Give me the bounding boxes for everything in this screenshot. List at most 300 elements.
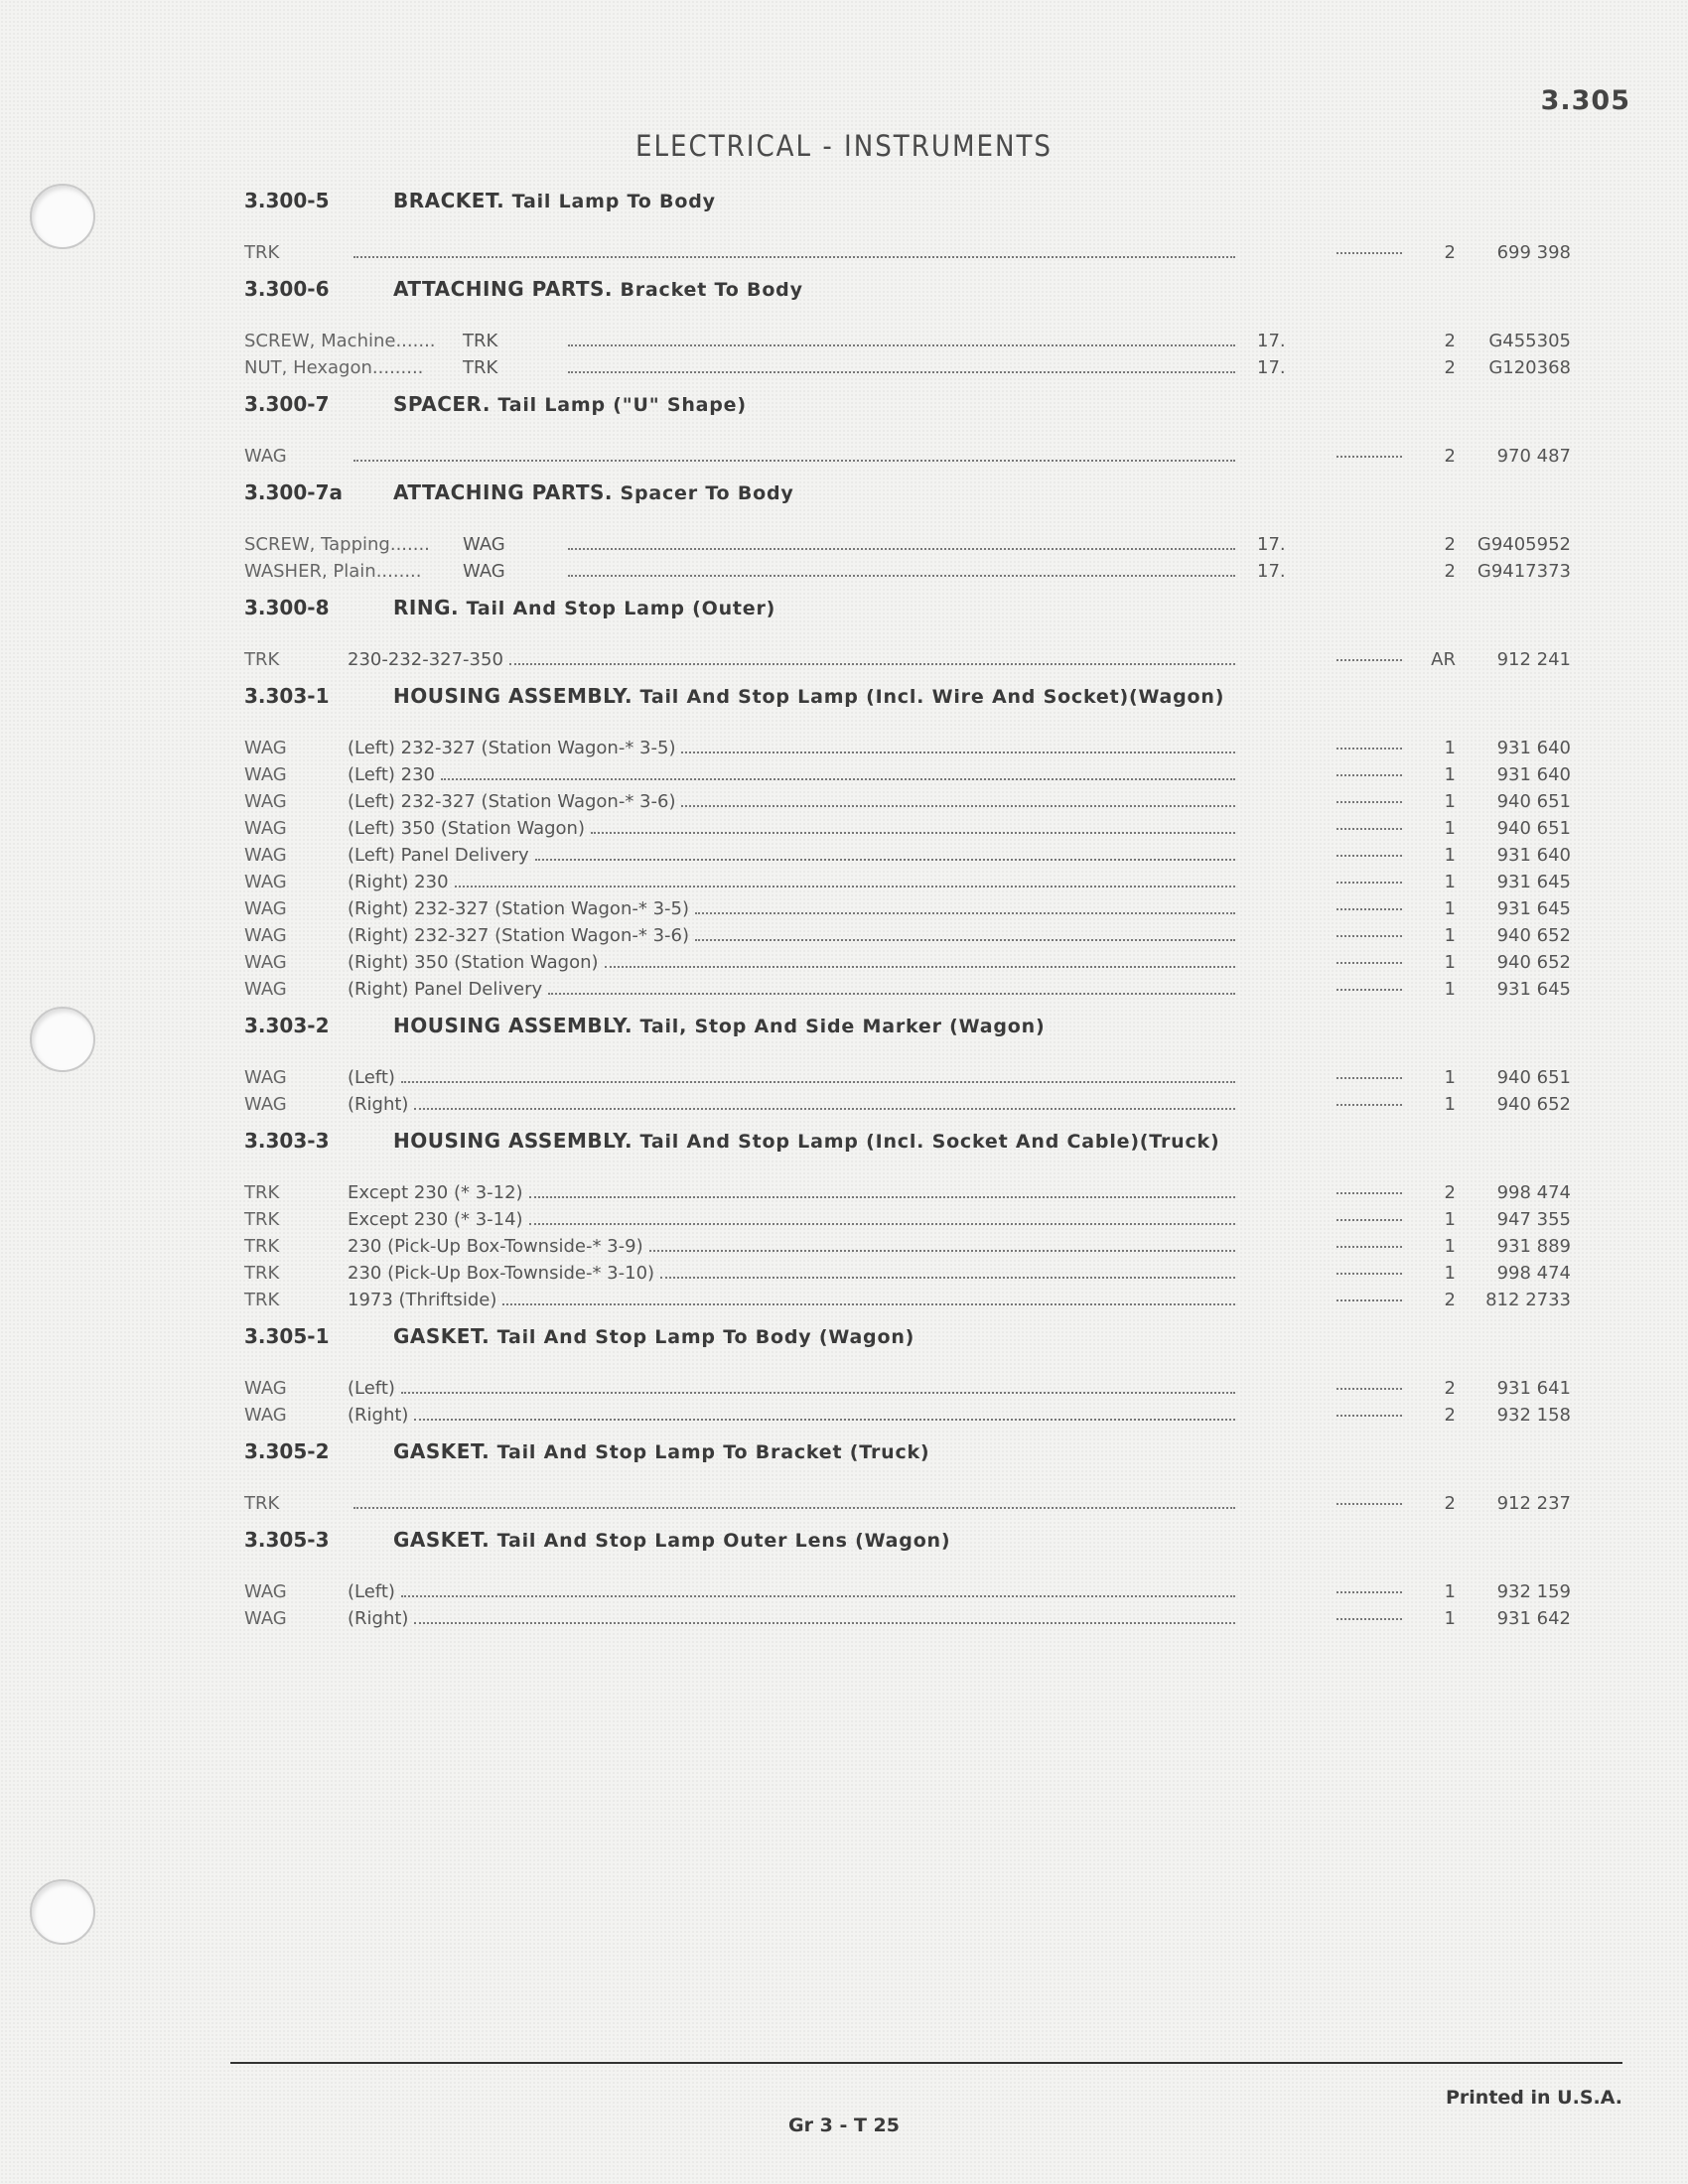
section-rows: [244, 331, 1571, 384]
part-number: 932 159: [1496, 1581, 1571, 1602]
leader-dots: [502, 1303, 1235, 1305]
part-number: 940 652: [1496, 1094, 1571, 1115]
short-leader: [1336, 456, 1406, 462]
part-detail: Bracket To Body: [620, 279, 803, 301]
row-description: [348, 649, 1241, 670]
leader-dots: [649, 1250, 1235, 1252]
model-code: TRK: [244, 1290, 280, 1310]
quantity: 1: [1444, 898, 1456, 919]
footer-rule: [230, 2062, 1622, 2064]
part-detail: Spacer To Body: [620, 482, 794, 504]
model-code: WAG: [244, 1608, 287, 1629]
table-row: [244, 1067, 1571, 1094]
leader-dots: [695, 912, 1235, 914]
table-row: [244, 845, 1571, 872]
part-name: ATTACHING PARTS: [393, 480, 605, 504]
leader-dots: [414, 1108, 1235, 1110]
row-description: [463, 534, 1241, 555]
section-rows: [244, 1378, 1571, 1432]
leader-dots: [605, 966, 1235, 968]
short-leader: [1336, 1618, 1406, 1624]
application-text: (Left) Panel Delivery: [348, 845, 529, 866]
parts-section: [244, 684, 1571, 1006]
group-number: 17.: [1257, 357, 1286, 378]
leader-dots: [529, 1196, 1235, 1198]
short-leader: [1336, 882, 1406, 887]
section-rows: [244, 649, 1571, 676]
short-leader: [1336, 1415, 1406, 1421]
part-number: G455305: [1488, 331, 1571, 351]
quantity: 2: [1444, 446, 1456, 467]
quantity: 2: [1444, 1378, 1456, 1399]
section-title: RING. Tail And Stop Lamp (Outer): [393, 596, 776, 619]
figure-number: 3.303-3: [244, 1129, 330, 1153]
application-text: (Right) 232-327 (Station Wagon-* 3-5): [348, 898, 689, 919]
row-description: [348, 1067, 1241, 1088]
short-leader: [1336, 1591, 1406, 1597]
short-leader: [1336, 774, 1406, 780]
application-text: (Left): [348, 1067, 395, 1088]
quantity: AR: [1431, 649, 1456, 670]
leader-dots: [681, 751, 1235, 753]
leader-dots: [591, 832, 1235, 834]
model-code: SCREW, Tapping.......: [244, 534, 430, 555]
application-text: (Right) 230: [348, 872, 449, 892]
model-code: WAG: [244, 1094, 287, 1115]
leader-dots: [548, 993, 1235, 995]
quantity: 2: [1444, 1493, 1456, 1514]
model-code: NUT, Hexagon.........: [244, 357, 424, 378]
row-description: [348, 1236, 1241, 1257]
figure-number: 3.305-2: [244, 1439, 330, 1463]
page-number: 3.305: [1540, 85, 1630, 116]
short-leader: [1336, 828, 1406, 834]
binder-hole-top: [30, 184, 95, 249]
part-number: 931 640: [1496, 738, 1571, 758]
part-name: HOUSING ASSEMBLY: [393, 684, 625, 708]
table-row: [244, 1094, 1571, 1121]
short-leader: [1336, 1192, 1406, 1198]
model-code: WAG: [244, 872, 287, 892]
section-header: [244, 684, 1555, 728]
section-header: [244, 1439, 1555, 1483]
short-leader: [1336, 801, 1406, 807]
application-text: (Right) 232-327 (Station Wagon-* 3-6): [348, 925, 689, 946]
leader-dots: [353, 256, 1235, 258]
model-code: TRK: [244, 1182, 280, 1203]
table-row: [244, 738, 1571, 764]
table-row: [244, 898, 1571, 925]
row-description: [348, 872, 1241, 892]
model-code: WAG: [244, 979, 287, 1000]
printed-in-usa: Printed in U.S.A.: [1446, 2087, 1622, 2109]
quantity: 2: [1444, 331, 1456, 351]
row-description: [348, 791, 1241, 812]
table-row: [244, 979, 1571, 1006]
model-code-secondary: WAG: [463, 534, 505, 555]
quantity: 2: [1444, 1290, 1456, 1310]
row-description: [463, 357, 1241, 378]
part-number: 940 651: [1496, 818, 1571, 839]
leader-dots: [401, 1081, 1235, 1083]
section-header: [244, 1528, 1555, 1571]
section-header: [244, 1129, 1555, 1172]
section-title: SPACER. Tail Lamp ("U" Shape): [393, 392, 747, 416]
row-description: [348, 1290, 1241, 1310]
quantity: 1: [1444, 791, 1456, 812]
quantity: 1: [1444, 1608, 1456, 1629]
table-row: [244, 534, 1571, 561]
part-number: 947 355: [1496, 1209, 1571, 1230]
quantity: 1: [1444, 925, 1456, 946]
model-code: WAG: [244, 1405, 287, 1426]
application-text: 230 (Pick-Up Box-Townside-* 3-9): [348, 1236, 643, 1257]
model-code: WAG: [244, 446, 287, 467]
quantity: 1: [1444, 872, 1456, 892]
table-row: [244, 791, 1571, 818]
part-name: ATTACHING PARTS: [393, 277, 605, 301]
parts-section: [244, 596, 1571, 676]
model-code: WAG: [244, 738, 287, 758]
model-code-secondary: TRK: [463, 357, 498, 378]
parts-section: [244, 480, 1571, 588]
model-code: WAG: [244, 952, 287, 973]
leader-dots: [414, 1419, 1235, 1421]
short-leader: [1336, 748, 1406, 753]
part-name: GASKET: [393, 1324, 483, 1348]
figure-number: 3.300-5: [244, 189, 330, 212]
quantity: 1: [1444, 818, 1456, 839]
short-leader: [1336, 935, 1406, 941]
row-description: [348, 1581, 1241, 1602]
leader-dots: [660, 1277, 1235, 1279]
application-text: Except 230 (* 3-12): [348, 1182, 523, 1203]
section-rows: [244, 242, 1571, 269]
figure-number: 3.300-6: [244, 277, 330, 301]
leader-dots: [441, 778, 1235, 780]
leader-dots: [568, 371, 1235, 373]
section-header: [244, 1014, 1555, 1057]
table-row: [244, 1581, 1571, 1608]
row-description: [348, 1182, 1241, 1203]
parts-section: [244, 1324, 1571, 1432]
row-description: [348, 1263, 1241, 1284]
model-code: SCREW, Machine.......: [244, 331, 436, 351]
model-code: WAG: [244, 1067, 287, 1088]
part-name: RING: [393, 596, 451, 619]
table-row: [244, 1290, 1571, 1316]
table-row: [244, 1263, 1571, 1290]
leader-dots: [353, 460, 1235, 462]
part-detail: Tail And Stop Lamp To Bracket (Truck): [496, 1441, 930, 1463]
application-text: (Right) 350 (Station Wagon): [348, 952, 599, 973]
model-code: TRK: [244, 1209, 280, 1230]
row-description: [348, 979, 1241, 1000]
short-leader: [1336, 252, 1406, 258]
part-name: HOUSING ASSEMBLY: [393, 1129, 625, 1153]
model-code: TRK: [244, 1493, 280, 1514]
figure-number: 3.300-8: [244, 596, 330, 619]
section-title: BRACKET. Tail Lamp To Body: [393, 189, 716, 212]
figure-number: 3.303-2: [244, 1014, 330, 1037]
short-leader: [1336, 1246, 1406, 1252]
model-code: WAG: [244, 1378, 287, 1399]
row-description: [348, 1378, 1241, 1399]
leader-dots: [695, 939, 1235, 941]
table-row: [244, 561, 1571, 588]
part-number: 912 237: [1496, 1493, 1571, 1514]
row-description: [348, 1507, 1241, 1513]
figure-number: 3.303-1: [244, 684, 330, 708]
part-number: 998 474: [1496, 1182, 1571, 1203]
short-leader: [1336, 659, 1406, 665]
table-row: [244, 872, 1571, 898]
application-text: 1973 (Thriftside): [348, 1290, 497, 1310]
application-text: (Left) 232-327 (Station Wagon-* 3-6): [348, 791, 676, 812]
quantity: 1: [1444, 1094, 1456, 1115]
quantity: 1: [1444, 952, 1456, 973]
model-code: WAG: [244, 818, 287, 839]
leader-dots: [568, 575, 1235, 577]
parts-section: [244, 277, 1571, 384]
part-detail: Tail Lamp To Body: [511, 191, 716, 212]
model-code-secondary: WAG: [463, 561, 505, 582]
quantity: 1: [1444, 979, 1456, 1000]
application-text: (Left) 350 (Station Wagon): [348, 818, 585, 839]
table-row: [244, 1236, 1571, 1263]
model-code: WAG: [244, 764, 287, 785]
application-text: 230-232-327-350: [348, 649, 503, 670]
parts-section: [244, 392, 1571, 473]
row-description: [348, 460, 1241, 466]
application-text: 230 (Pick-Up Box-Townside-* 3-10): [348, 1263, 655, 1284]
row-description: [348, 818, 1241, 839]
row-description: [348, 898, 1241, 919]
part-number: 931 641: [1496, 1378, 1571, 1399]
application-text: (Right) Panel Delivery: [348, 979, 543, 1000]
section-rows: [244, 1581, 1571, 1635]
section-header: [244, 1324, 1555, 1368]
row-description: [348, 1405, 1241, 1426]
table-row: [244, 1209, 1571, 1236]
table-row: [244, 357, 1571, 384]
part-detail: Tail And Stop Lamp Outer Lens (Wagon): [496, 1530, 951, 1552]
table-row: [244, 764, 1571, 791]
parts-section: [244, 1129, 1571, 1316]
leader-dots: [401, 1392, 1235, 1394]
application-text: (Left) 230: [348, 764, 435, 785]
quantity: 1: [1444, 845, 1456, 866]
leader-dots: [414, 1622, 1235, 1624]
part-number: G9405952: [1477, 534, 1571, 555]
part-detail: Tail Lamp ("U" Shape): [497, 394, 747, 416]
table-row: [244, 242, 1571, 269]
short-leader: [1336, 1104, 1406, 1110]
section-header: [244, 189, 1555, 232]
short-leader: [1336, 1299, 1406, 1305]
figure-number: 3.305-1: [244, 1324, 330, 1348]
application-text: (Left) 232-327 (Station Wagon-* 3-5): [348, 738, 676, 758]
section-header: [244, 480, 1555, 524]
section-rows: [244, 738, 1571, 1006]
quantity: 1: [1444, 1581, 1456, 1602]
table-row: [244, 1493, 1571, 1520]
part-number: G9417373: [1477, 561, 1571, 582]
part-number: 931 640: [1496, 764, 1571, 785]
part-number: 998 474: [1496, 1263, 1571, 1284]
leader-dots: [529, 1223, 1235, 1225]
row-description: [463, 561, 1241, 582]
section-rows: [244, 446, 1571, 473]
section-title: HOUSING ASSEMBLY. Tail And Stop Lamp (Incl. Wire And Socket)(Wagon): [393, 684, 1225, 708]
application-text: (Right): [348, 1608, 409, 1629]
parts-list: [244, 189, 1571, 1643]
quantity: 1: [1444, 1236, 1456, 1257]
application-text: (Right): [348, 1094, 409, 1115]
part-name: SPACER: [393, 392, 483, 416]
group-number: 17.: [1257, 331, 1286, 351]
quantity: 2: [1444, 534, 1456, 555]
part-number: 912 241: [1496, 649, 1571, 670]
section-title: HOUSING ASSEMBLY. Tail And Stop Lamp (Incl. Socket And Cable)(Truck): [393, 1129, 1220, 1153]
row-description: [348, 845, 1241, 866]
table-row: [244, 818, 1571, 845]
quantity: 2: [1444, 357, 1456, 378]
quantity: 2: [1444, 561, 1456, 582]
quantity: 1: [1444, 1209, 1456, 1230]
part-number: 970 487: [1496, 446, 1571, 467]
model-code: WAG: [244, 925, 287, 946]
quantity: 1: [1444, 738, 1456, 758]
row-description: [348, 952, 1241, 973]
section-rows: [244, 1182, 1571, 1316]
application-text: Except 230 (* 3-14): [348, 1209, 523, 1230]
part-number: 931 645: [1496, 979, 1571, 1000]
figure-number: 3.305-3: [244, 1528, 330, 1552]
model-code-secondary: TRK: [463, 331, 498, 351]
section-header: [244, 392, 1555, 436]
figure-number: 3.300-7: [244, 392, 330, 416]
section-header: [244, 277, 1555, 321]
short-leader: [1336, 962, 1406, 968]
application-text: (Right): [348, 1405, 409, 1426]
group-number: 17.: [1257, 561, 1286, 582]
section-rows: [244, 534, 1571, 588]
parts-section: [244, 1014, 1571, 1121]
leader-dots: [568, 548, 1235, 550]
binder-hole-middle: [30, 1007, 95, 1072]
table-row: [244, 446, 1571, 473]
part-detail: Tail And Stop Lamp (Incl. Wire And Socket)(Wagon): [639, 686, 1225, 708]
part-number: 812 2733: [1485, 1290, 1571, 1310]
model-code: WAG: [244, 898, 287, 919]
model-code: TRK: [244, 242, 280, 263]
footer-code: Gr 3 - T 25: [788, 2115, 900, 2136]
table-row: [244, 1608, 1571, 1635]
row-description: [348, 1094, 1241, 1115]
short-leader: [1336, 1388, 1406, 1394]
part-number: 940 651: [1496, 1067, 1571, 1088]
short-leader: [1336, 1273, 1406, 1279]
page-title: ELECTRICAL - INSTRUMENTS: [635, 129, 1053, 163]
row-description: [463, 331, 1241, 351]
model-code: WAG: [244, 1581, 287, 1602]
model-code: WAG: [244, 845, 287, 866]
model-code: TRK: [244, 1263, 280, 1284]
table-row: [244, 1182, 1571, 1209]
part-number: 931 642: [1496, 1608, 1571, 1629]
section-title: ATTACHING PARTS. Bracket To Body: [393, 277, 803, 301]
leader-dots: [509, 663, 1235, 665]
row-description: [348, 1608, 1241, 1629]
table-row: [244, 952, 1571, 979]
quantity: 1: [1444, 1263, 1456, 1284]
part-number: 931 640: [1496, 845, 1571, 866]
short-leader: [1336, 908, 1406, 914]
part-name: GASKET: [393, 1528, 483, 1552]
application-text: (Left): [348, 1581, 395, 1602]
quantity: 2: [1444, 242, 1456, 263]
part-number: 931 645: [1496, 898, 1571, 919]
row-description: [348, 256, 1241, 262]
section-rows: [244, 1067, 1571, 1121]
section-title: GASKET. Tail And Stop Lamp To Body (Wagon): [393, 1324, 915, 1348]
part-number: 699 398: [1496, 242, 1571, 263]
part-number: 932 158: [1496, 1405, 1571, 1426]
section-rows: [244, 1493, 1571, 1520]
part-number: 940 652: [1496, 952, 1571, 973]
leader-dots: [401, 1595, 1235, 1597]
table-row: [244, 925, 1571, 952]
row-description: [348, 738, 1241, 758]
model-code: TRK: [244, 1236, 280, 1257]
section-header: [244, 596, 1555, 639]
figure-number: 3.300-7a: [244, 480, 343, 504]
section-title: HOUSING ASSEMBLY. Tail, Stop And Side Marker (Wagon): [393, 1014, 1046, 1037]
quantity: 1: [1444, 764, 1456, 785]
parts-section: [244, 1439, 1571, 1520]
part-name: HOUSING ASSEMBLY: [393, 1014, 625, 1037]
leader-dots: [568, 344, 1235, 346]
table-row: [244, 649, 1571, 676]
leader-dots: [681, 805, 1235, 807]
part-number: 931 645: [1496, 872, 1571, 892]
short-leader: [1336, 855, 1406, 861]
part-detail: Tail And Stop Lamp (Outer): [466, 598, 776, 619]
part-number: 940 652: [1496, 925, 1571, 946]
quantity: 1: [1444, 1067, 1456, 1088]
section-title: GASKET. Tail And Stop Lamp To Bracket (Truck): [393, 1439, 930, 1463]
group-number: 17.: [1257, 534, 1286, 555]
leader-dots: [353, 1507, 1235, 1509]
leader-dots: [535, 859, 1235, 861]
row-description: [348, 764, 1241, 785]
short-leader: [1336, 1503, 1406, 1509]
model-code: WASHER, Plain........: [244, 561, 422, 582]
short-leader: [1336, 989, 1406, 995]
part-detail: Tail And Stop Lamp (Incl. Socket And Cable)(Truck): [639, 1131, 1220, 1153]
short-leader: [1336, 1077, 1406, 1083]
quantity: 2: [1444, 1182, 1456, 1203]
part-number: 940 651: [1496, 791, 1571, 812]
application-text: (Left): [348, 1378, 395, 1399]
part-detail: Tail And Stop Lamp To Body (Wagon): [496, 1326, 915, 1348]
part-name: BRACKET: [393, 189, 497, 212]
part-number: 931 889: [1496, 1236, 1571, 1257]
part-detail: Tail, Stop And Side Marker (Wagon): [639, 1016, 1046, 1037]
short-leader: [1336, 1219, 1406, 1225]
row-description: [348, 925, 1241, 946]
